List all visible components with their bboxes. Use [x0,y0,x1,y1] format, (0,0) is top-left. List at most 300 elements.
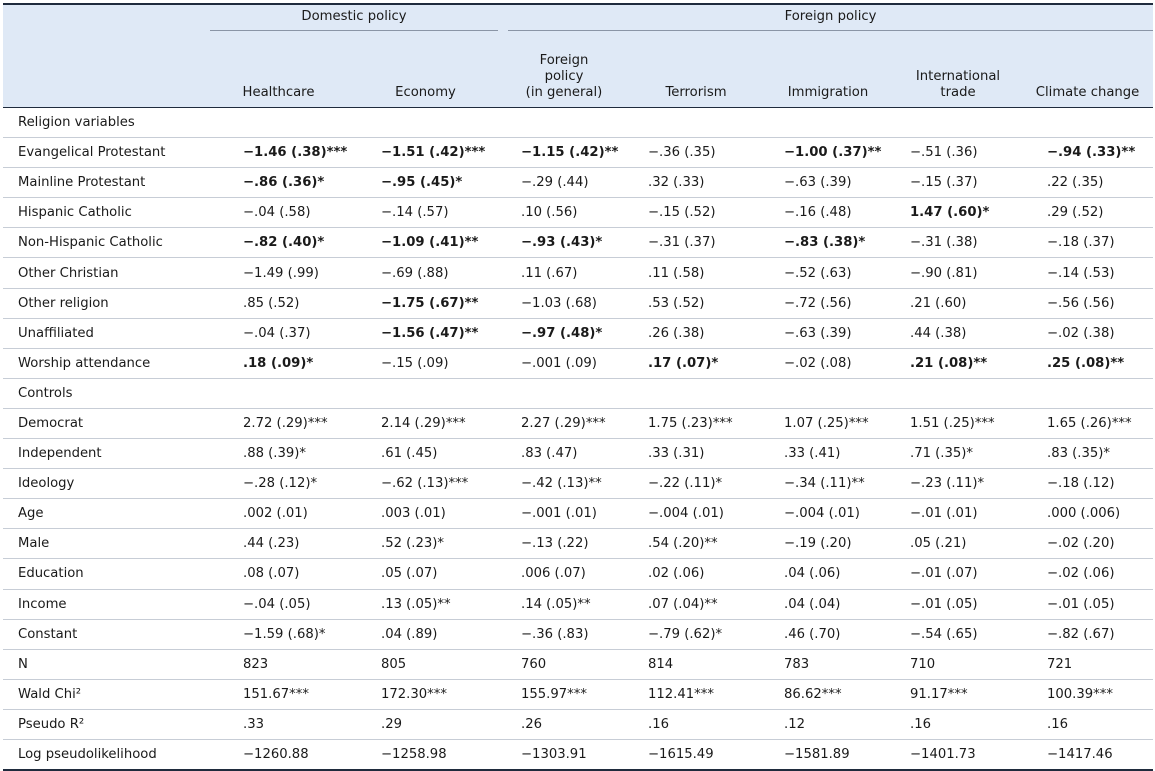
cell-value: 100.39*** [1047,686,1113,702]
cell [630,348,762,378]
cell [208,679,353,709]
cell-value: 91.17*** [910,686,968,702]
cell-value: −.82 (.67) [1047,626,1115,642]
cell [1022,589,1153,619]
cell-value: .32 (.33) [648,175,705,191]
cell [1022,739,1153,770]
cell-value: .53 (.52) [648,295,705,311]
cell-value: .18 (.09)* [243,355,314,371]
section-label: Religion variables [3,108,208,138]
cell [1022,619,1153,649]
row-label: Age [3,499,208,529]
cell-value: .11 (.58) [648,265,705,281]
cell-value: −.18 (.12) [1047,476,1115,492]
cell [208,439,353,469]
cell [894,288,1022,318]
table-row [3,348,1153,378]
cell [208,378,353,408]
column-header [894,35,1022,108]
cell [353,499,498,529]
column-header [630,35,762,108]
table-row [3,619,1153,649]
cell-value: .46 (.70) [784,626,841,642]
group-foreign [498,4,1153,35]
cell-value: .04 (.04) [784,596,841,612]
column-header-line: (in general) [525,85,603,100]
cell [894,138,1022,168]
cell [630,138,762,168]
cell [498,709,630,739]
cell-value: .33 (.31) [648,446,705,462]
cell [630,619,762,649]
cell [1022,408,1153,438]
cell-value: −.02 (.38) [1047,325,1115,341]
cell [894,499,1022,529]
cell [1022,198,1153,228]
cell-value: −.56 (.56) [1047,295,1115,311]
table-body [3,108,1153,771]
cell [762,709,894,739]
column-header-line: policy [544,69,584,84]
cell-value: 783 [784,656,810,672]
table-row [3,258,1153,288]
cell [1022,378,1153,408]
cell [353,378,498,408]
row-label: Democrat [3,408,208,438]
cell [498,679,630,709]
cell-value: .11 (.67) [521,265,578,281]
cell-value: .006 (.07) [521,566,586,582]
group-domestic-label: Domestic policy [210,9,498,31]
cell [1022,138,1153,168]
row-label: Evangelical Protestant [3,138,208,168]
cell-value: −.01 (.01) [910,506,978,522]
cell [894,739,1022,770]
cell [894,228,1022,258]
cell-value: −.04 (.37) [243,325,311,341]
cell [762,318,894,348]
cell-value: .26 [521,716,542,732]
cell-value: −.02 (.06) [1047,566,1115,582]
cell [498,499,630,529]
cell [353,198,498,228]
column-header [353,35,498,108]
column-header-line: Foreign [539,53,589,68]
row-label: Independent [3,439,208,469]
table-row [3,318,1153,348]
column-header-line: Terrorism [665,85,727,100]
row-label: Non-Hispanic Catholic [3,228,208,258]
cell [762,469,894,499]
cell-value: −.79 (.62)* [648,626,723,642]
cell [762,138,894,168]
cell-value: .02 (.06) [648,566,705,582]
cell-value: .26 (.38) [648,325,705,341]
cell-value: −.15 (.37) [910,175,978,191]
cell-value: .29 (.52) [1047,205,1104,221]
cell [1022,348,1153,378]
cell [630,439,762,469]
cell-value: −.29 (.44) [521,175,589,191]
cell [762,739,894,770]
row-label: Other Christian [3,258,208,288]
cell [498,228,630,258]
cell [353,589,498,619]
row-label: Pseudo R² [3,709,208,739]
cell [762,499,894,529]
column-header-line: Healthcare [242,85,315,100]
cell [498,348,630,378]
cell-value: .44 (.38) [910,325,967,341]
cell-value: −1.75 (.67)** [381,295,479,311]
table-row [3,589,1153,619]
cell [762,529,894,559]
row-label: Unaffiliated [3,318,208,348]
cell [630,228,762,258]
cell-value: −.001 (.09) [521,355,597,371]
cell-value: −.19 (.20) [784,536,852,552]
cell [1022,228,1153,258]
group-domestic [208,4,498,35]
cell [762,679,894,709]
cell-value: 814 [648,656,674,672]
cell [498,108,630,138]
cell-value: .07 (.04)** [648,596,718,612]
cell [1022,469,1153,499]
cell-value: 2.27 (.29)*** [521,415,606,431]
cell-value: .05 (.21) [910,536,967,552]
cell-value: .05 (.07) [381,566,438,582]
cell-value: −1.09 (.41)** [381,235,479,251]
cell [353,348,498,378]
cell-value: −.23 (.11)* [910,476,985,492]
cell [498,649,630,679]
cell [762,589,894,619]
cell-value: −.95 (.45)* [381,175,463,191]
cell-value: −.36 (.35) [648,145,716,161]
cell [208,529,353,559]
cell [353,469,498,499]
cell-value: 172.30*** [381,686,447,702]
cell [208,709,353,739]
cell [208,288,353,318]
cell [630,559,762,589]
cell [630,168,762,198]
cell [762,258,894,288]
cell-value: −.62 (.13)*** [381,476,469,492]
column-header [208,35,353,108]
cell [1022,559,1153,589]
cell [894,589,1022,619]
cell [894,258,1022,288]
cell [630,679,762,709]
cell [1022,258,1153,288]
cell [353,649,498,679]
cell-value: −.93 (.43)* [521,235,603,251]
column-header [762,35,894,108]
cell-value: −1258.98 [381,747,447,763]
cell-value: .003 (.01) [381,506,446,522]
cell-value: 2.14 (.29)*** [381,415,466,431]
table-row [3,679,1153,709]
cell [353,168,498,198]
cell [208,138,353,168]
row-label: N [3,649,208,679]
cell [1022,288,1153,318]
cell-value: −.72 (.56) [784,295,852,311]
cell-value: −.28 (.12)* [243,476,318,492]
cell [1022,679,1153,709]
cell [894,679,1022,709]
cell-value: .16 [648,716,669,732]
cell [894,559,1022,589]
cell [353,679,498,709]
cell-value: .21 (.08)** [910,355,988,371]
cell-value: −1.46 (.38)*** [243,145,348,161]
cell-value: −.16 (.48) [784,205,852,221]
cell-value: −1.51 (.42)*** [381,145,486,161]
cell-value: .14 (.05)** [521,596,591,612]
cell [353,529,498,559]
cell [1022,318,1153,348]
cell [498,138,630,168]
cell [208,619,353,649]
cell [894,378,1022,408]
table-row [3,529,1153,559]
cell [353,439,498,469]
cell [208,499,353,529]
cell [208,108,353,138]
cell-value: .16 [1047,716,1068,732]
cell [208,469,353,499]
cell-value: −.97 (.48)* [521,325,603,341]
cell-value: 721 [1047,656,1073,672]
cell [630,589,762,619]
table-row [3,168,1153,198]
column-header-line: Immigration [787,85,869,100]
row-label: Income [3,589,208,619]
cell [353,138,498,168]
cell-value: 112.41*** [648,686,714,702]
cell [762,348,894,378]
cell [630,649,762,679]
group-foreign-label: Foreign policy [508,9,1153,31]
cell [894,168,1022,198]
row-label: Mainline Protestant [3,168,208,198]
cell [498,559,630,589]
cell-value: −1.56 (.47)** [381,325,479,341]
cell [498,198,630,228]
cell [208,348,353,378]
cell [1022,529,1153,559]
row-label: Worship attendance [3,348,208,378]
cell-value: 1.47 (.60)* [910,205,990,221]
cell-value: .33 (.41) [784,446,841,462]
cell [762,108,894,138]
cell-value: .52 (.23)* [381,536,445,552]
cell-value: .33 [243,716,264,732]
cell [498,318,630,348]
cell-value: −.15 (.09) [381,355,449,371]
cell [894,348,1022,378]
row-label: Male [3,529,208,559]
row-label: Other religion [3,288,208,318]
cell [498,168,630,198]
cell [630,198,762,228]
cell [762,408,894,438]
cell-value: −.14 (.53) [1047,265,1115,281]
cell [762,619,894,649]
cell [353,739,498,770]
cell-value: .83 (.47) [521,446,578,462]
cell-value: .25 (.08)** [1047,355,1125,371]
cell [353,709,498,739]
cell [630,318,762,348]
cell [630,258,762,288]
cell-value: −.42 (.13)** [521,476,602,492]
cell [894,108,1022,138]
row-label: Hispanic Catholic [3,198,208,228]
cell [894,318,1022,348]
cell-value: −1260.88 [243,747,309,763]
cell [762,439,894,469]
cell-value: −.01 (.05) [1047,596,1115,612]
cell [208,318,353,348]
cell-value: .002 (.01) [243,506,308,522]
cell-value: −1417.46 [1047,747,1113,763]
cell-value: .08 (.07) [243,566,300,582]
cell [498,288,630,318]
cell [894,408,1022,438]
table-row [3,559,1153,589]
cell [353,258,498,288]
cell [498,589,630,619]
cell-value: 1.65 (.26)*** [1047,415,1132,431]
cell-value: −1.59 (.68)* [243,626,326,642]
regression-table [3,3,1153,771]
cell-value: 760 [521,656,547,672]
cell-value: 2.72 (.29)*** [243,415,328,431]
row-label: Constant [3,619,208,649]
cell-value: 155.97*** [521,686,587,702]
cell-value: 805 [381,656,407,672]
row-label: Education [3,559,208,589]
cell-value: 710 [910,656,936,672]
cell [894,469,1022,499]
cell-value: .83 (.35)* [1047,446,1111,462]
table-row [3,469,1153,499]
table-row [3,198,1153,228]
cell [894,439,1022,469]
cell [762,649,894,679]
column-header-row [3,35,1153,108]
cell [353,288,498,318]
table-row [3,138,1153,168]
cell-value: .71 (.35)* [910,446,974,462]
cell [1022,168,1153,198]
cell [1022,709,1153,739]
cell [630,469,762,499]
cell [894,649,1022,679]
row-label: Wald Chi² [3,679,208,709]
cell-value: −.04 (.58) [243,205,311,221]
cell-value: .88 (.39)* [243,446,307,462]
cell [353,228,498,258]
cell [498,739,630,770]
cell-value: −.02 (.08) [784,355,852,371]
cell [353,408,498,438]
cell-value: 1.07 (.25)*** [784,415,869,431]
stub-header-blank [3,35,208,108]
cell [208,168,353,198]
table-row [3,649,1153,679]
cell [353,108,498,138]
cell-value: .29 [381,716,402,732]
cell [762,168,894,198]
cell-value: −.31 (.37) [648,235,716,251]
cell-value: −.52 (.63) [784,265,852,281]
cell-value: 1.51 (.25)*** [910,415,995,431]
cell-value: −.14 (.57) [381,205,449,221]
cell [762,198,894,228]
section-row [3,108,1153,138]
table-row [3,739,1153,770]
cell-value: 1.75 (.23)*** [648,415,733,431]
cell-value: −.86 (.36)* [243,175,325,191]
cell-value: −.004 (.01) [784,506,860,522]
cell-value: .04 (.89) [381,626,438,642]
cell-value: −1303.91 [521,747,587,763]
cell-value: −.04 (.05) [243,596,311,612]
cell-value: .17 (.07)* [648,355,719,371]
cell-value: −1581.89 [784,747,850,763]
cell-value: −.36 (.83) [521,626,589,642]
cell-value: .000 (.006) [1047,506,1121,522]
section-label: Controls [3,378,208,408]
cell [498,619,630,649]
cell [1022,439,1153,469]
cell [498,529,630,559]
column-header-line: International [915,69,1001,84]
cell [630,709,762,739]
cell-value: −.51 (.36) [910,145,978,161]
cell [208,559,353,589]
cell [630,499,762,529]
cell [208,408,353,438]
section-row [3,378,1153,408]
cell-value: .13 (.05)** [381,596,451,612]
cell [208,649,353,679]
cell-value: −1401.73 [910,747,976,763]
cell [630,108,762,138]
cell [498,469,630,499]
cell [762,288,894,318]
table-row [3,288,1153,318]
column-header [498,35,630,108]
cell-value: −1.03 (.68) [521,295,597,311]
cell [630,288,762,318]
table-row [3,499,1153,529]
cell-value: −.22 (.11)* [648,476,723,492]
cell-value: .85 (.52) [243,295,300,311]
cell [498,378,630,408]
cell-value: .16 [910,716,931,732]
cell-value: −.94 (.33)** [1047,145,1136,161]
cell-value: −.90 (.81) [910,265,978,281]
cell-value: −.001 (.01) [521,506,597,522]
cell-value: .61 (.45) [381,446,438,462]
cell-value: −.01 (.05) [910,596,978,612]
